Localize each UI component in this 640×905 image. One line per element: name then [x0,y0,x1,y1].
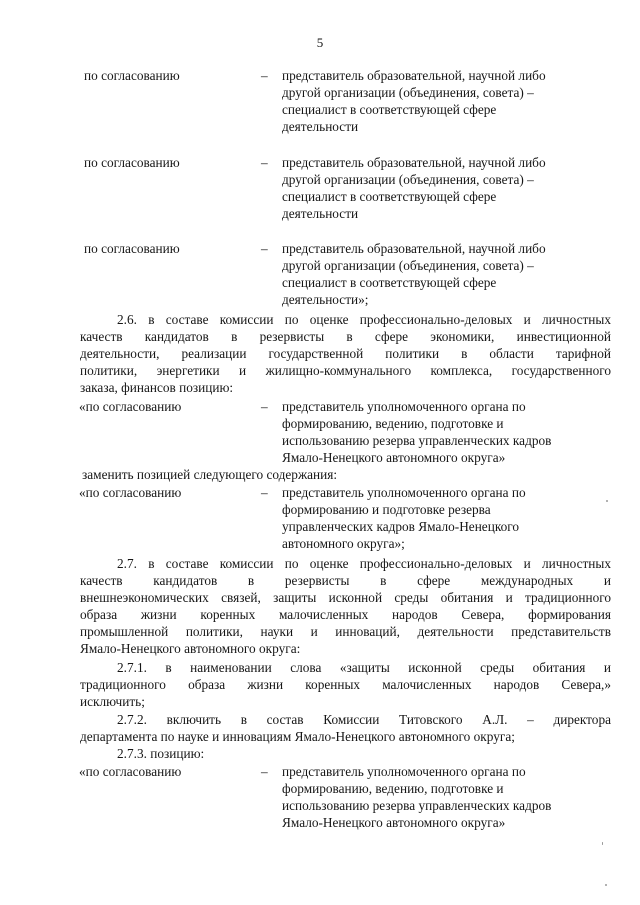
paragraph-line: исключить; [80,694,145,709]
page-number: 5 [316,35,324,50]
paragraph-line: 2.7.1. в наименовании слова «защиты исконной среды обитания и [117,660,611,675]
entry-line: специалист в соответствующей сфере [282,275,497,290]
paragraph-line: заказа, финансов позицию: [80,380,234,395]
paragraph-2-7-2 [80,711,611,745]
entry-dash: – [261,485,268,500]
entry-line: управленческих кадров Ямало-Ненецкого [282,519,520,534]
entry-label: «по согласованию [79,764,182,779]
paragraph-line: 2.7.2. включить в состав Комиссии Титовского А.Л. – директора [117,712,611,727]
replace-instruction: заменить позицией следующего содержания: [82,467,338,482]
entry-line: другой организации (объединения, совета) – [282,172,534,187]
paragraph-line: традиционного образа жизни коренных малочисленных народов Севера,» [80,677,611,692]
paragraph-line: внешнеэкономических связей, защиты исконной среды обитания и традиционного [80,590,611,605]
entry-line: формированию, ведению, подготовке и [282,781,504,796]
entry-description [282,763,612,831]
entry-line: представитель образовательной, научной либо [282,241,546,256]
entry-line: автономного округа»; [282,536,405,551]
entry-dash: – [261,155,268,170]
entry-line: представитель образовательной, научной либо [282,68,546,83]
entry-line: другой организации (объединения, совета) – [282,85,534,100]
paragraph-2-7-3: 2.7.3. позицию: [117,746,205,761]
paragraph-line: качеств кандидатов в резервисты в сфере международных и [80,573,611,588]
paragraph-line: 2.7. в составе комиссии по оценке профессионально-деловых и личностных [117,556,611,571]
entry-dash: – [261,399,268,414]
entry-label: «по согласованию [79,485,182,500]
paragraph-line: политики, энергетики и жилищно-коммунального комплекса, государственного [80,363,611,378]
entry-description [282,484,612,552]
entry-line: представитель уполномоченного органа по [282,485,526,500]
entry-line: деятельности [282,119,359,134]
scan-speck [605,884,607,886]
entry-dash: – [261,764,268,779]
entry-line: специалист в соответствующей сфере [282,189,497,204]
entry-dash: – [261,241,268,256]
entry-label: по согласованию [84,155,180,170]
entry-line: использованию резерва управленческих кадров [282,433,552,448]
entry-label: «по согласованию [79,399,182,414]
paragraph-2-7-1 [80,659,611,710]
scan-speck [602,842,603,845]
entry-line: представитель уполномоченного органа по [282,764,526,779]
paragraph-line: промышленной политики, науки и инноваций, деятельности представительств [80,624,611,639]
paragraph-line: 2.6. в составе комиссии по оценке профессионально-деловых и личностных [117,312,611,327]
paragraph-line: качеств кандидатов в резервисты в сфере экономики, инвестиционной [80,329,611,344]
paragraph-2-7 [80,555,611,657]
entry-description [282,154,612,222]
entry-line: деятельности»; [282,292,369,307]
entry-label: по согласованию [84,68,180,83]
entry-description [282,240,612,308]
entry-label: по согласованию [84,241,180,256]
paragraph-line: деятельности, реализации государственной политики в области тарифной [80,346,611,361]
entry-line: формированию и подготовке резерва [282,502,491,517]
entry-line: представитель образовательной, научной либо [282,155,546,170]
entry-line: Ямало-Ненецкого автономного округа» [282,450,506,465]
entry-line: другой организации (объединения, совета) – [282,258,534,273]
scan-speck [606,500,608,502]
paragraph-line: образа жизни коренных малочисленных народов Севера, формирования [80,607,611,622]
entry-line: представитель уполномоченного органа по [282,399,526,414]
entry-line: Ямало-Ненецкого автономного округа» [282,815,506,830]
paragraph-line: департамента по науке и инновациям Ямало-Ненецкого автономного округа; [80,729,515,744]
entry-line: деятельности [282,206,359,221]
entry-line: специалист в соответствующей сфере [282,102,497,117]
entry-dash: – [261,68,268,83]
paragraph-2-6 [80,311,611,396]
entry-line: использованию резерва управленческих кадров [282,798,552,813]
entry-description [282,398,612,466]
paragraph-line: Ямало-Ненецкого автономного округа: [80,641,301,656]
entry-line: формированию, ведению, подготовке и [282,416,504,431]
entry-description [282,67,612,135]
